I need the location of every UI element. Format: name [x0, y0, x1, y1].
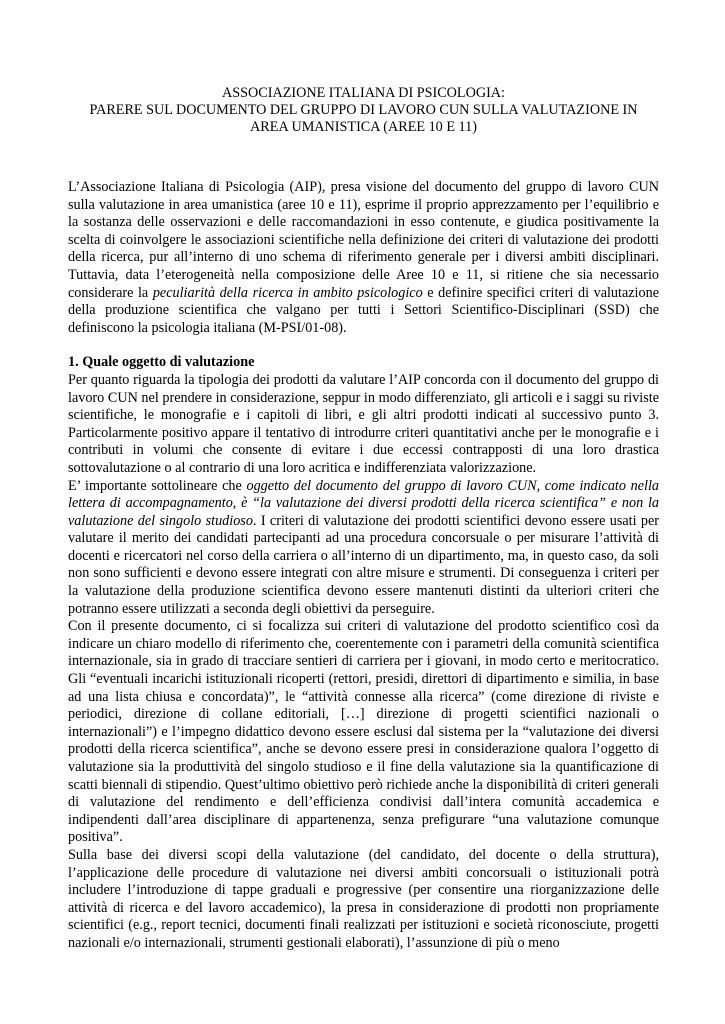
paragraph-gap [68, 337, 659, 354]
title-line-1: ASSOCIAZIONE ITALIANA DI PSICOLOGIA: [222, 85, 505, 101]
p2-text-1: E’ importante sottolineare che [68, 477, 247, 494]
section-paragraph-1: Per quanto riguarda la tipologia dei prodotti da valutare l’AIP concorda con il documento del gruppo di lavoro CUN nel prendere in considerazione, seppur in modo differenziato, gli articoli e i saggi su riviste scientifiche, le monografie e i capitoli di libri, e gli altri prodotti indicati al successivo punto 3. Particolarmente positivo appare il tentativo di introdurre criteri quantitativi anche per le monografie e i contributi in volumi che consente di evitare i due eccessi contrapposti di una loro drastica sottovalutazione o al contrario di una loro acritica e indifferenziata valorizzazione. [68, 371, 659, 476]
intro-italic: peculiarità della ricerca in ambito psicologico [152, 284, 423, 301]
intro-text-1: L’Associazione Italiana di Psicologia (AIP), presa visione del documento del gruppo di lavoro CUN sulla valutazione in area umanistica (aree 10 e 11), esprime il proprio apprezzamento per l’equilibrio e la sostanza delle osservazioni e delle raccomandazioni in esso contenute, e giudica positivamente la scelta di coinvolgere le associazioni scientifiche nella definizione dei criteri di valutazione dei prodotti della ricerca, pur all’interno di uno schema di riferimento generale per i diversi ambiti disciplinari. Tuttavia, data l’eterogeneità nella composizione delle Aree 10 e 11, si ritiene che sia necessario considerare la [68, 179, 659, 301]
document-title [68, 0, 659, 136]
section-paragraph-2 [68, 478, 659, 619]
title-line-3: AREA UMANISTICA (AREE 10 E 11) [250, 119, 477, 135]
section-heading: 1. Quale oggetto di valutazione [68, 354, 255, 371]
p2-text-2: . I criteri di valutazione dei prodotti scientifici devono essere usati per valutare il merito dei candidati partecipanti ad una procedura concorsuale o per misurare l’attività di docenti e ricercatori nel corso della carriera o all’interno di un dipartimento, ma, in questo caso, da soli non sono sufficienti e devono essere integrati con altre misure e strumenti. Di conseguenza i criteri per la valutazione della produzione scientifica devono essere mantenuti distinti da ulteriori criteri che potranno essere utilizzati a seconda degli obiettivi da perseguire. [68, 512, 659, 617]
intro-paragraph [68, 179, 659, 337]
p2-italic: oggetto del documento del gruppo di lavoro CUN, come indicato nella lettera di accompagnamento, è “la valutazione dei diversi prodotti della ricerca scientifica” e non la valutazione del singolo studioso [68, 477, 660, 529]
intro-text-2: e definire specifici criteri di valutazione della produzione scientifica che valgano per tutti i Settori Scientifico-Disciplinari (SSD) che definiscono la psicologia italiana (M-PSI/01-08). [68, 284, 659, 336]
section-paragraph-4: Sulla base dei diversi scopi della valutazione (del candidato, del docente o della struttura), l’applicazione delle procedure di valutazione nei diversi ambiti concorsuali o istituzionali potrà includere l’introduzione di tappe graduali e progressive (per consentire una riorganizzazione delle attività di ricerca e del lavoro accademico), la presa in considerazione di prodotti non propriamente scientifici (e.g., report tecnici, documenti finali realizzati per istituzioni e società riconosciute, progetti nazionali e/o internazionali, strumenti gestionali elaborati), l’assunzione di più o meno [68, 846, 659, 951]
title-line-2: PARERE SUL DOCUMENTO DEL GRUPPO DI LAVORO CUN SULLA VALUTAZIONE IN [89, 102, 638, 118]
document-body [68, 179, 659, 953]
section-paragraph-3: Con il presente documento, ci si focalizza sui criteri di valutazione del prodotto scientifico così da indicare un chiaro modello di riferimento che, coerentemente con i parametri della comunità scientifica internazionale, sia in grado di tracciare sentieri di carriera per i giovani, in modo certo e meritocratico. Gli “eventuali incarichi istituzionali ricoperti (rettori, presidi, direttori di dipartimento e similia, in base ad una lista chiusa e concordata)”, le “attività connesse alla ricerca” (come direzione di riviste e periodici, direzione di collane editoriali, […] direzione di progetti scientifici nazionali o internazionali”) e l’impegno didattico devono essere esclusi dal sistema per la “valutazione dei diversi prodotti della ricerca scientifica”, anche se devono essere presi in considerazione qualora l’oggetto di valutazione sia la produttività del singolo studioso e il fine della valutazione sia la quantificazione di scatti biennali di stipendio. Quest’ultimo obiettivo però richiede anche la disponibilità di criteri generali di valutazione del rendimento e dell’efficienza condivisi dall’intera comunità accademica e indipendenti dall’area disciplinare di appartenenza, senza prefigurare “una valutazione comunque positiva”. [68, 618, 659, 846]
